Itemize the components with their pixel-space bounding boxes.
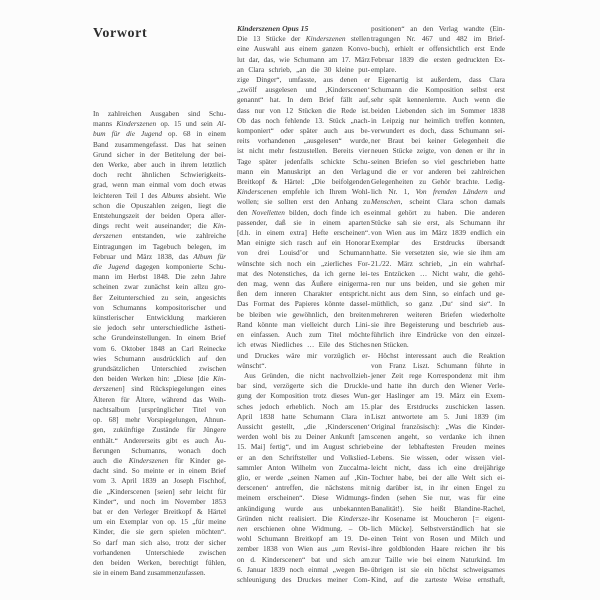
text-line: vorhandenen Unterschiede zwischen <box>93 547 226 557</box>
text-line: dacht sind. So meinte er in einem Brief <box>93 466 226 476</box>
text-line: op. 68] mehr Vorspiegelungen, Ahnun- <box>93 415 226 425</box>
text-line: und die er vor anderen bei zahlreichen <box>371 166 505 176</box>
text-line: Menschen, scheint Clara schon damals <box>371 197 505 207</box>
text-line: Kind, auf die zarteste Weise ernsthaft, <box>371 574 505 584</box>
text-line: scheinen zwar zunächst kein allzu gro- <box>93 282 226 292</box>
text-line: dings recht weit auseinander; die Kin- <box>93 221 226 231</box>
text-line: wies Schumann ausdrücklich auf den <box>93 353 226 363</box>
text-line: vom 6. Oktober 1848 an Carl Reinecke <box>93 343 226 353</box>
text-line: en einfassen. Auch zum Titel möchte <box>237 330 370 340</box>
text-line: sche Grundeinstellungen. In einem Brief <box>93 333 226 343</box>
text-line: doch recht ähnlichen Schwierigkeits- <box>93 170 226 180</box>
text-line: Aus Gründen, die nicht nachvollzieh- <box>244 370 370 380</box>
text-line: sammler Anton Wilhelm von Zuccalma- <box>237 462 370 472</box>
text-line: wünschte sich noch ein „zierliches For- <box>237 258 370 268</box>
text-line: mann im Herbst 1848. Die zehn Jahre <box>93 272 226 282</box>
text-line: derszenen entstanden, wie zahlreiche <box>93 231 226 241</box>
text-line: tragungen Nr. 467 und 482 im Brief- <box>371 34 505 44</box>
text-line: neuen Stücke zeigte, von denen er ihr in <box>371 146 505 156</box>
text-line: ßer Zeitunterschied zu sein, angesichts <box>93 292 226 302</box>
text-line: finden (sehen Sie nur, was für eine <box>371 493 505 503</box>
section-heading: Kinderszenen Opus 15 <box>237 24 309 33</box>
text-line: Banalität!). Sie heißt Blandine-Rachel, <box>371 503 505 513</box>
text-line: ßerungen Schumanns, wonach doch <box>93 445 226 455</box>
text-line: einen Teint von Rosen und Milch und <box>371 534 505 544</box>
text-line: zur Taille wie bei einem Naturkind. Im <box>371 554 505 564</box>
text-line: den beiden Werken hin: „Diese [die Kin- <box>93 374 226 384</box>
text-line: und hatte ihn durch den Wiener Verle- <box>371 381 505 391</box>
text-line: um ein Exemplar von op. 15 „für meine <box>93 517 226 527</box>
text-line: verwundert es doch, dass Schumann sei- <box>371 126 505 136</box>
text-line: bar sind, verzögerte sich die Druckle- <box>237 381 370 391</box>
text-line: Gelegenheiten zu Gehör brachte. Ledig- <box>371 177 505 187</box>
text-line: Tage später jedenfalls schickte Schu- <box>237 156 370 166</box>
text-line: Die 13 Stücke der Kinderszenen stellen <box>237 34 371 44</box>
text-line: eine der lebhaftesten Freuden meines <box>371 442 505 452</box>
text-line: Breitkopf & Härtel: „Die beifolgenden <box>237 177 370 187</box>
text-line: Original französisch): „Was die Kinder- <box>371 421 505 431</box>
text-line: schon die Opuszahlen zeigen, liegt die <box>93 200 226 210</box>
text-line: genannt“ hat. In dem Brief fällt auf, <box>237 95 370 105</box>
text-line: Liszt antwortete am 5. Juni 1839 (im <box>371 411 505 421</box>
text-line: 6. Januar 1839 noch einmal „wegen Be- <box>237 564 370 574</box>
text-line: April 1838 hatte Schumann Clara in <box>237 411 370 421</box>
text-line: die „Kinderscenen [seien] sehr leicht für <box>93 486 226 496</box>
text-line: lich Mücke]. Selbstverständlich hat sie <box>371 523 505 533</box>
text-line: an Clara schrieb, „an die 30 kleine put- <box>237 64 370 74</box>
text-line: sie in einem Band zusammenzufassen. <box>93 568 206 578</box>
text-line: ich etwas Niedliches … Eile des Stiches <box>237 340 370 350</box>
text-line: Eintragungen im Tagebuch belegen, im <box>93 241 226 251</box>
text-line: sehr spät kennenlernte. Auch wenn die <box>371 95 505 105</box>
text-line: gung der Komposition trotz dieses Wun- <box>237 391 370 401</box>
text-line: Band zusammengefasst. Das hat seinen <box>93 139 226 149</box>
text-line: lut dar, das, wie Schumann am 17. März <box>237 54 370 64</box>
text-line: mann ein Manuskript an den Verlag <box>237 166 370 176</box>
text-line: seinen Briefen so viel geschrieben hatte <box>371 156 505 166</box>
text-line: derszenen] sind Rückspiegelungen eines <box>93 384 226 394</box>
text-line: nen erschienen ohne Widmung. – Ob- <box>237 523 370 533</box>
text-line: positionen“ an den Verlag wandte (Ein- <box>371 24 505 33</box>
text-line: Gründen nicht realisiert. Die Kindersze- <box>237 513 370 523</box>
text-line: hatte. Sie versetzten sie, wie sie ihm am <box>371 248 505 258</box>
column-right <box>371 24 505 585</box>
text-line: von Schumanns kompositorischer und <box>93 302 226 312</box>
text-line: Februar und März 1838, das Album für <box>93 251 226 261</box>
text-line: von Franz Liszt. Schumann führte in <box>371 360 505 370</box>
text-line: auch die Kinderszenen für Kinder ge- <box>93 455 226 465</box>
text-line: Grund sicher in der Betitelung der bei- <box>93 149 226 159</box>
text-line: in Leipzig nur heimlich treffen konnten, <box>371 115 505 125</box>
text-line: manns Kinderszenen op. 15 und sein Al- <box>93 119 226 129</box>
text-line: So darf man sich also, trotz der sicher <box>93 537 226 547</box>
text-line: Rand könnte man vielleicht durch Lini- <box>237 319 370 329</box>
text-line: von drei Louisd’or und Schumann <box>237 248 370 258</box>
text-line: 15. Mai] fertig“, und im August schrieb <box>237 442 370 452</box>
column-left <box>93 109 226 578</box>
text-line: nig darüber ist, in ihr einen Engel zu <box>371 483 505 493</box>
text-line: übrigen ist sie ein höchst schweigsames <box>371 564 505 574</box>
text-line: sie jedoch sehr unterschiedliche ästheti- <box>93 323 226 333</box>
text-line: Ob das noch fehlende 13. Stück „nach- <box>237 115 370 125</box>
text-line: Februar 1839 die ersten gedruckten Ex- <box>371 54 505 64</box>
text-line: ger Haslinger am 19. März ein Exem- <box>371 391 505 401</box>
text-line: wollen; sie sollten erst den Anhang zu <box>237 197 370 207</box>
text-line: Tochter habe, bei der alle Welt sich ei- <box>371 472 505 482</box>
text-line: sie ihre Begeisterung und beschrieb aus- <box>371 319 505 329</box>
text-line: bat er den Verleger Breitkopf & Härtel <box>93 506 226 516</box>
text-line: buch), erhielt er offensichtlich erst Ende <box>371 44 505 54</box>
text-line: von Wien aus im März 1839 endlich ein <box>371 228 505 238</box>
text-line: ankündigung wurde aus unbekannten <box>237 503 370 513</box>
text-line: beiden Liebenden sich im Sommer 1838 <box>371 105 505 115</box>
text-line: scenen angeht, so verdanke ich ihnen <box>371 432 505 442</box>
text-line: leichteren Teil I des Albums absieht. Wie <box>93 190 227 200</box>
text-line: vom 3. April 1839 an Joseph Fischhof, <box>93 476 226 486</box>
text-line: er an den Schriftsteller und Volkslied- <box>237 452 370 462</box>
column-middle <box>237 24 370 585</box>
text-line: [d.h. in einem extra] Hefte erscheinen“. <box>237 228 370 238</box>
text-line: be bleiben wie gewöhnlich, den breiten <box>237 309 370 319</box>
text-line: leicht nicht, dass ich eine dreijährige <box>371 462 505 472</box>
text-line: glio, er werde „seinen Namen auf ‚Kin- <box>237 472 370 482</box>
text-line: zember 1838 von Wien aus „um Revisi- <box>237 544 370 554</box>
text-line: Lebens. Sie wissen, oder wissen viel- <box>371 452 505 462</box>
text-line: 21./22. März schrieb, „in ein wahrhaf- <box>371 258 505 268</box>
text-line: sches jedoch erheblich. Noch am 15. <box>237 401 370 411</box>
text-line: nachtsalbum [ursprünglicher Titel von <box>93 404 226 414</box>
text-line: den beiden Werken, berechtigt fühlen, <box>93 557 226 567</box>
text-line: derscenen‘ antreffen, die nächstens mit <box>237 483 370 493</box>
text-line: Höchst interessant auch die Reaktion <box>378 350 505 360</box>
text-line: lich Nr. 1, Von fremden Ländern und <box>371 187 505 197</box>
text-line: Das Format des Papieres könnte dassel- <box>237 299 370 309</box>
text-line: den Werke, aber auch in ihrem letztlich <box>93 160 226 170</box>
text-line: Eigenartig ist außerdem, dass Clara <box>378 75 505 85</box>
text-line: führlich ihre Eindrücke von den einzel- <box>371 330 505 340</box>
text-line: Älteren für Ältere, während das Weih- <box>93 394 226 404</box>
text-line: grad, wenn man einmal vom doch etwas <box>93 180 226 190</box>
text-line: ren nur uns beiden, und sie gehen mir <box>371 279 505 289</box>
text-line: meinem erscheinen“. Diese Widmungs- <box>237 493 370 503</box>
text-line: Entstehungszeit der beiden Opera aller- <box>93 211 226 221</box>
text-line: Man einigte sich rasch auf ein Honorar <box>237 238 370 248</box>
text-line: und Druckes wäre mir vorzüglich er- <box>237 350 370 360</box>
text-line: „zwölf ausgelesen und ‚Kinderscenen‘ <box>237 85 370 95</box>
text-line: ist nicht mehr festzustellen. Bereits vier <box>237 146 370 156</box>
text-line: Exemplar des Erstdrucks übersandt <box>371 238 505 248</box>
text-line: grundsätzlichen Unterschied zwischen <box>93 364 226 374</box>
text-line: tes Entzücken … Nicht wahr, die gehö- <box>371 268 505 278</box>
text-line: einmal gehört zu haben. Die anderen <box>371 207 505 217</box>
text-line: passender, daß sie in einem aparten <box>237 217 370 227</box>
text-line: In zahlreichen Ausgaben sind Schu- <box>93 109 226 118</box>
text-line: müthlich, so ganz ‚Du‘ sind sie“. In <box>371 299 505 309</box>
text-line: wohl Schumann Breitkopf am 19. De- <box>237 534 370 544</box>
text-line: den Novelletten bilden, doch finde ich es <box>237 207 370 217</box>
text-line: Kinder“, und noch im November 1853 <box>93 496 226 506</box>
text-line: plar des Erstdrucks zuschicken lassen. <box>371 401 505 411</box>
text-line: ner Braut bei keiner Gelegenheit die <box>371 136 505 146</box>
text-line: gen, zukünftige Zustände für Jüngere <box>93 425 226 435</box>
text-line: schleunigung des Druckes meiner Com- <box>237 574 370 584</box>
text-line: Stücke sah sie erst, als Schumann ihr <box>371 217 505 227</box>
text-line: Aussicht gestellt, „die ‚Kinderscenen‘ <box>237 421 370 431</box>
text-line: mat des Notenstiches, da ich gerne lei- <box>237 268 370 278</box>
text-line: reits vorhandenen „ausgelesen“ wurde, <box>237 136 370 146</box>
text-line: eine Auswahl aus einem ganzen Konvo- <box>237 44 370 54</box>
text-line: bum für die Jugend op. 68 in einem <box>93 129 226 139</box>
text-line: jener Zeit rege Korrespondenz mit ihm <box>371 370 505 380</box>
text-line: zige Dinger“, umfasste, aus denen er <box>237 75 370 85</box>
text-line: komponiert“ oder später auch aus be- <box>237 126 370 136</box>
text-line: emplare. <box>371 64 397 74</box>
page-title: Vorwort <box>93 26 148 41</box>
text-line: mehreren weiteren Briefen wiederholte <box>371 309 505 319</box>
text-line: ihre goldblonden Haare reichen ihr bis <box>371 544 505 554</box>
text-line: dass nur von 12 Stücken die Rede ist. <box>237 105 370 115</box>
text-line: ßen dem inneren Charakter entspricht. <box>237 289 370 299</box>
text-line: wünscht“. <box>237 360 267 370</box>
text-line: den mag, wenn das Äußere einigerma- <box>237 279 370 289</box>
text-line: werden wohl bis zu Deiner Ankunft [am <box>237 432 370 442</box>
text-line: Kinderscenen empfehle ich Ihrem Wohl- <box>237 187 370 197</box>
text-line: ihr Kosename ist Moucheron [= eigent- <box>371 513 505 523</box>
text-line: die Jugend dagegen komponierte Schu- <box>93 262 226 272</box>
text-line: nicht aus dem Sinn, so einfach und ge- <box>371 289 505 299</box>
text-line: on d. Kinderscenen“ bat und sich am <box>237 554 370 564</box>
text-line: Schumann die Komposition selbst erst <box>371 85 505 95</box>
text-line: künstlerischer Entwicklung markieren <box>93 313 226 323</box>
text-line: enthält.“ Andererseits gibt es auch Äu- <box>93 435 226 445</box>
text-line: nen Stücken. <box>371 340 409 350</box>
text-line: Kinder, die sie gern spielen möchten“. <box>93 527 226 537</box>
